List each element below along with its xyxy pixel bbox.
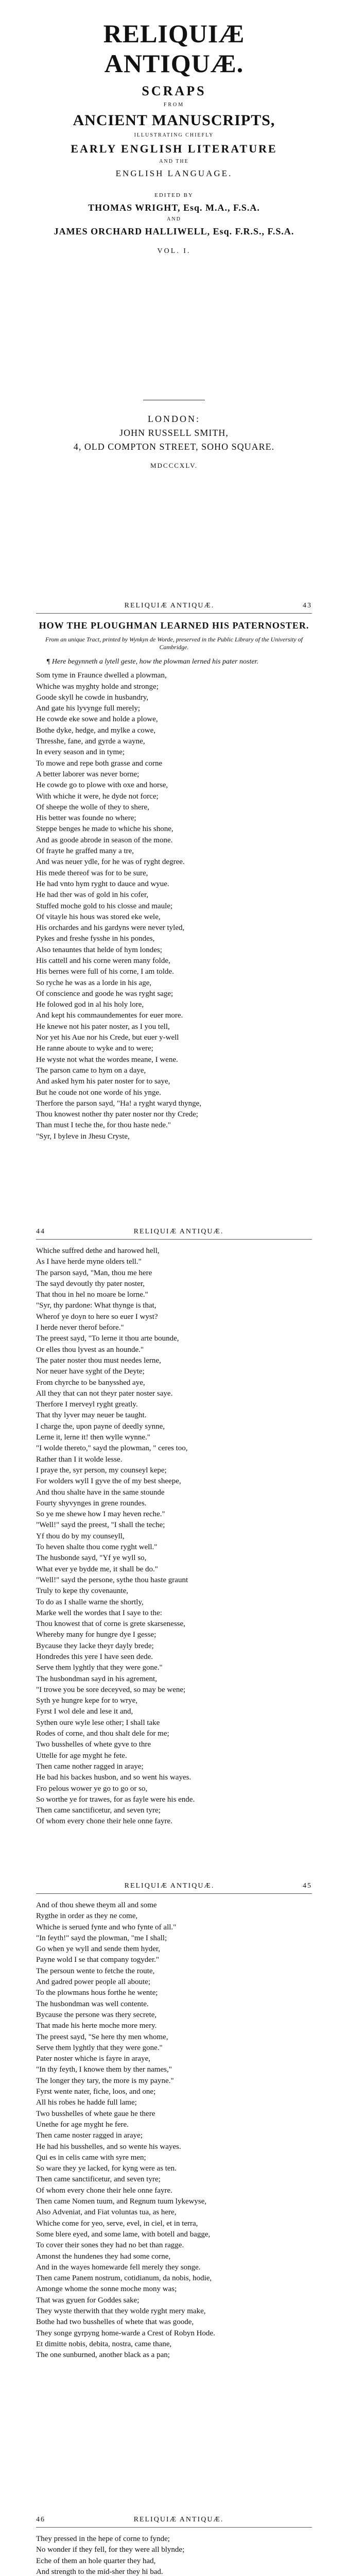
verse-line: Therfore the parson sayd, "Ha! a ryght waryd thynge, [36,1099,202,1108]
verse-line: Whiche come for yeo, serve, evel, in ciel, et in terra, [36,2219,198,2228]
editor-and: AND [167,216,181,222]
verse-line: Whiche suffred dethe and harowed hell, [36,1247,160,1255]
verse-line: Steppe benges he made to whiche his shone, [36,825,173,834]
verse-line: Whiche was myghty holde and stronge; [36,682,159,691]
running-title: RELIQUIÆ ANTIQUÆ. [124,602,215,609]
verse-line: "I trowe you be sore deceyved, so may be wene; [36,1685,186,1694]
verse-line: Of whom every chone their hele onne fayre. [36,1817,172,1826]
verse-line: Amonst the hundenes they had some corne, [36,2252,171,2261]
book-page [0,2506,348,2576]
verse-line: Nor neuer have syght of the Deyte; [36,1367,145,1376]
verse-line: Wherof ye doyn to here so euer I wyst? [36,1312,158,1321]
verse-line: Then came noster ragged in araye; [36,2131,143,2140]
title-scraps: SCRAPS [142,83,206,98]
verse-line: Eche of them an hole quarter they had, [36,2556,156,2565]
imprint-year: MDCCCXLV. [150,462,198,469]
verse-line: "I wolde thereto," sayd the plowman, " ceres too, [36,1444,188,1453]
verse-line: So worthe ye for trawes, for as fayle were his ende. [36,1795,195,1804]
verse-line: Fourty shyvynges in grene roundes. [36,1499,147,1507]
verse-line: To heven shalte thou come ryght well." [36,1543,158,1552]
verse-line: What ever ye bydde me, it shall be do." [36,1565,158,1573]
verse-line: Thou knowest nother thy pater noster nor thy Crede; [36,1110,198,1119]
verse-line: They songe gyrpyng home-warde a Crest of Robyn Hode. [36,2329,215,2337]
verse-line: He knewe not his pater noster, as I you tell, [36,1022,170,1031]
verse-line: So ware they ye lacked, for kyng were as ten. [36,2164,177,2173]
verse-line: Then came nother ragged in araye; [36,1762,144,1771]
verse-line: Then came Panem nostrum, cotidianum, da nobis, hodie, [36,2274,212,2283]
verse-line: He had his busshelles, and so wente his wayes. [36,2142,181,2151]
verse-line: Qui es in celis came with syre men; [36,2153,146,2162]
verse-line: Sythen oure wyle lese other; I shall take [36,1718,160,1727]
verse-line: Hondredes this yere I have seen dede. [36,1652,153,1661]
verse-line: The husbondman was well contente. [36,1999,149,2008]
verse-line: As I have herde myne olders tell." [36,1258,142,1266]
verse-line: Fro pelous wower ye go to go or so, [36,1784,148,1793]
verse-line: Pykes and freshe fysshe in his pondes, [36,935,155,943]
book-title: RELIQUIÆ ANTIQUÆ. [103,19,245,78]
title-language: ENGLISH LANGUAGE. [115,168,233,178]
verse-line: Marke well the wordes that I saye to the: [36,1608,162,1617]
verse-line: Of sheepe the wolle of they to shere, [36,803,149,811]
verse-line: And gadred power people all aboute; [36,1978,151,1987]
verse-line: Of frayte he graffed many a tre, [36,847,134,856]
verse-line: I herde never therof before." [36,1324,124,1332]
title-and-the: AND THE [159,159,189,164]
verse-line: To mowe and repe both grasse and corne [36,759,163,768]
verse-line: The persoun wente to fetche the route, [36,1967,155,1975]
verse-line: He wyste not what the wordes meane, I wene. [36,1055,178,1064]
book-page [0,1218,348,1873]
editor-halliwell: JAMES ORCHARD HALLIWELL, Esq. F.R.S., F.S.A. [54,226,294,236]
verse-line: Som tyme in Fraunce dwelled a plowman, [36,671,167,680]
verse-line: The sayd devoutly thy pater noster, [36,1279,145,1288]
verse-line: And strength to the mid-sher they hi bad. [36,2567,163,2576]
verse-line: Also Adveniat, and Fiat voluntas tua, as here, [36,2208,177,2217]
page-number: 46 [36,2516,45,2523]
verse-line: I charge the, upon payne of deedly synne, [36,1422,165,1431]
edited-by: EDITED BY [154,192,194,198]
verse-line: For wolders wyll I gyve the of my best sheepe, [36,1477,181,1486]
verse-line: The husbondman sayd in his agrement, [36,1674,157,1683]
title-page [0,0,348,592]
verse-line: And in the wayes homewarde fell merely they songe. [36,2263,201,2272]
verse-line: Pater noster whiche is fayre in araye, [36,2055,150,2063]
verse-line: The preest sayd, "Se here thy men whome, [36,2032,168,2041]
verse-line: Whiche is serued fynte and who fynte of all." [36,1923,177,1931]
page-number: 44 [36,1228,45,1235]
verse-line: The parson sayd, "Man, thou me here [36,1268,152,1277]
running-head [36,1873,312,1894]
verse-line: He folowed god in al his holy lore, [36,1001,144,1009]
verse-line: The pater noster thou must needes lerne, [36,1356,161,1365]
verse-line: In every season and in tyme; [36,748,125,757]
incipit: ¶ Here begynneth a lytell geste, how the plowman lerned his pater noster. [46,658,258,666]
verse-line: Then came Nomen tuum, and Regnum tuum lykewyse, [36,2197,207,2206]
volume-label: VOL. I. [157,247,191,255]
verse-line: And asked hym his pater noster for to saye, [36,1077,170,1086]
verse-line: He had ther was of gold in his cofer, [36,891,149,900]
verse-line: The parson came to hym on a daye, [36,1066,146,1075]
verse-line: That thy lyver may neuer be taught. [36,1411,147,1420]
verse-line: Payne wold I se that company togyder." [36,1956,159,1964]
verse-line: His mede thereof was for to be sure, [36,869,148,877]
running-head [36,2506,312,2528]
verse-line: That was gyuen for Goddes sake; [36,2296,140,2304]
verse-line: A better laborer was never borne; [36,770,140,778]
verse-line: The preest sayd, "To lerne it thou arte bounde, [36,1334,179,1343]
verse-line: Two busshelles of whete gyve to thre [36,1740,151,1749]
verse-block [36,1246,312,1827]
verse-line: They wyste therwith that they wolde ryght mery make, [36,2307,206,2315]
verse-line: Also tenauntes that helde of hym londes; [36,945,162,954]
running-head [36,1218,312,1240]
verse-line: Two busshelles of whete gaue he there [36,2109,155,2118]
title-from: FROM [163,102,185,108]
verse-line: "Well!" sayd the persone, sythe thou haste graunt [36,1575,188,1584]
editor-wright: THOMAS WRIGHT, Esq. M.A., F.S.A. [88,202,260,213]
title-ancient-manuscripts: ANCIENT MANUSCRIPTS, [73,112,275,129]
verse-line: Some blere eyed, and some lame, with botell and bagge, [36,2230,211,2239]
verse-block [36,1900,312,2361]
verse-line: The longer they tary, the more is my payne." [36,2076,174,2085]
verse-line: And gate his lyvynge full merely; [36,704,141,713]
book-page [0,592,348,1218]
source-note: From an unique Tract, printed by Wynkyn de Worde, preserved in the Public Library of the University of Cambridge. [45,636,303,651]
verse-line: Go when ye wyll and sende them hyder, [36,1945,161,1954]
verse-line: Then came sanctificetur, and seven tyre; [36,2175,161,2184]
verse-line: Rygthe in order as they ne come, [36,1912,138,1921]
verse-line: Truly to kepe thy covenaunte, [36,1587,128,1596]
imprint-place: LONDON: [148,414,200,424]
verse-line: Fyrst I wol dele and lese it and, [36,1707,133,1716]
verse-line: Thresshe, fane, and gyrde a wayne, [36,737,145,746]
verse-line: Rodes of corne, and thou shalt dele for me; [36,1730,169,1738]
verse-line: His bernes were full of his corne, I am tolde. [36,968,174,976]
verse-block [36,670,312,1142]
running-title: RELIQUIÆ ANTIQUÆ. [133,2516,224,2523]
verse-line: Et dimitte nobis, debita, nostra, came thane, [36,2340,172,2348]
verse-line: But he coude not one worde of his ynge. [36,1088,161,1097]
page-number: 43 [302,602,312,609]
verse-line: Or elles thou lyvest as an hounde." [36,1345,144,1354]
verse-line: Fyrst wente nater, fiche, loos, and one; [36,2088,156,2096]
running-title: RELIQUIÆ ANTIQUÆ. [133,1228,224,1235]
verse-line: Bycause they lacke theyr dayly brede; [36,1641,154,1650]
piece-title: HOW THE PLOUGHMAN LEARNED HIS PATERNOSTER. [39,620,309,631]
title-early-literature: EARLY ENGLISH LITERATURE [71,142,277,155]
verse-line: Uttelle for age myght he fete. [36,1751,127,1760]
verse-line: Nor yet his Aue nor his Crede, but euer y-well [36,1033,179,1042]
verse-line: Therfore I merveyl ryght greatly. [36,1400,138,1409]
verse-line: Of conscience and goode he was ryght sage; [36,989,173,998]
verse-line: From chyrche to be banysshed aye, [36,1378,145,1387]
page-number: 45 [302,1882,312,1890]
verse-line: So ryche he was as a lorde in his age, [36,978,152,987]
verse-line: With whiche it were, he dyde not force; [36,792,159,801]
verse-line: "Well!" sayd the preest, "I shall the teche; [36,1521,165,1530]
verse-line: Bothe dyke, hedge, and mylke a cowe, [36,726,156,735]
verse-line: And kept his commaundementes for euer more. [36,1011,183,1020]
verse-line: He cowde eke sowe and holde a plowe, [36,715,158,724]
verse-line: Rather than I it wolde lesse. [36,1455,123,1464]
verse-line: Lerne it, lerne it! then wylle wynne." [36,1433,150,1442]
verse-line: Amonge whome the sonne moche mony was; [36,2285,177,2294]
verse-line: And thou shalte have in the same stounde [36,1488,165,1497]
verse-line: He ranne aboute to wyke and to were; [36,1044,153,1053]
verse-line: Unethe for age myght he fere. [36,2120,129,2129]
verse-line: "In thy feyth, I knowe them by ther names," [36,2065,172,2074]
verse-line: To do as I shalle warne the shortly, [36,1598,144,1606]
verse-line: I praye the, syr person, my counseyl kepe; [36,1466,167,1475]
book-page [0,1873,348,2506]
verse-line: His cattell and his corne weren many folde, [36,957,170,965]
imprint-publisher: JOHN RUSSELL SMITH, [119,428,229,438]
running-title: RELIQUIÆ ANTIQUÆ. [124,1882,215,1890]
verse-line: His better was founde no where; [36,814,136,823]
verse-line: And of thou shewe theym all and some [36,1901,157,1909]
verse-line: That made his herte moche more mery. [36,2022,157,2030]
verse-line: And as goode abrode in season of the mone. [36,836,173,844]
verse-line: Of vitayle his hous was stored eke wele, [36,912,161,921]
verse-line: All they that can not theyr pater noster saye. [36,1389,173,1398]
verse-line: He cowde go to plowe with oxe and horse, [36,781,168,790]
verse-line: They pressed in the hepe of corne to fynde; [36,2535,170,2543]
verse-line: Thou knowest that of corne is grete skarsenesse, [36,1620,185,1629]
verse-line: Bycause the persone was thery secrete, [36,2010,157,2019]
title-illustrating: ILLUSTRATING CHIEFLY [134,132,214,138]
verse-line: He had vnto hym ryght to dauce and wyue. [36,879,169,888]
verse-line: Then came sanctificetur, and seven tyre; [36,1806,161,1815]
verse-line: All his robes he hadde full lame; [36,2098,137,2107]
verse-line: Stuffed moche gold to his closse and maule; [36,902,173,910]
verse-line: Goode skyll he cowde in husbandry, [36,693,149,702]
verse-line: Serve them lyghtly that they were gone." [36,2043,163,2052]
verse-line: The one sunburned, another black as a pan; [36,2351,170,2360]
verse-line: Yf thou do by my counseyll, [36,1532,125,1540]
verse-line: "Syr, thy pardone: What thynge is that, [36,1301,156,1310]
verse-line: "Syr, I byleve in Jhesu Cryste, [36,1132,130,1141]
verse-line: And was neuer ydle, for he was of ryght degree. [36,858,185,867]
verse-line: "In feyth!" sayd the plowman, "me I shall; [36,1934,167,1942]
verse-line: The husbonde sayd, "Yf ye wyll so, [36,1554,147,1563]
verse-line: His orchardes and his gardyns were never tyled, [36,924,185,933]
verse-line: Of whom every chone their hele onne fayre. [36,2186,172,2195]
verse-block [36,2534,312,2576]
verse-line: To the plowmans hous forthe he wente; [36,1989,158,1997]
verse-line: That thou in hel no moare be lorne." [36,1291,148,1299]
running-head [36,592,312,614]
verse-line: Bothe had two busshelles of whete that was goode, [36,2318,194,2327]
verse-line: So ye me shewe how I may heven reche." [36,1510,165,1519]
verse-line: Whereby many for hungre dye I gesse; [36,1631,156,1639]
imprint-address: 4, OLD COMPTON STREET, SOHO SQUARE. [73,442,275,452]
verse-line: Syth ye hungre kepe for to wrye, [36,1697,138,1705]
verse-line: Serve them lyghtly that they were gone." [36,1664,163,1672]
verse-line: Than must I teche the, for thou haste nede." [36,1121,171,1130]
verse-line: To cover their sones they had no bet than ragge. [36,2241,184,2250]
verse-line: No wonder if they fell, for they were all blynde; [36,2546,185,2554]
verse-line: He bad his backes husbon, and so went his wayes. [36,1773,192,1782]
